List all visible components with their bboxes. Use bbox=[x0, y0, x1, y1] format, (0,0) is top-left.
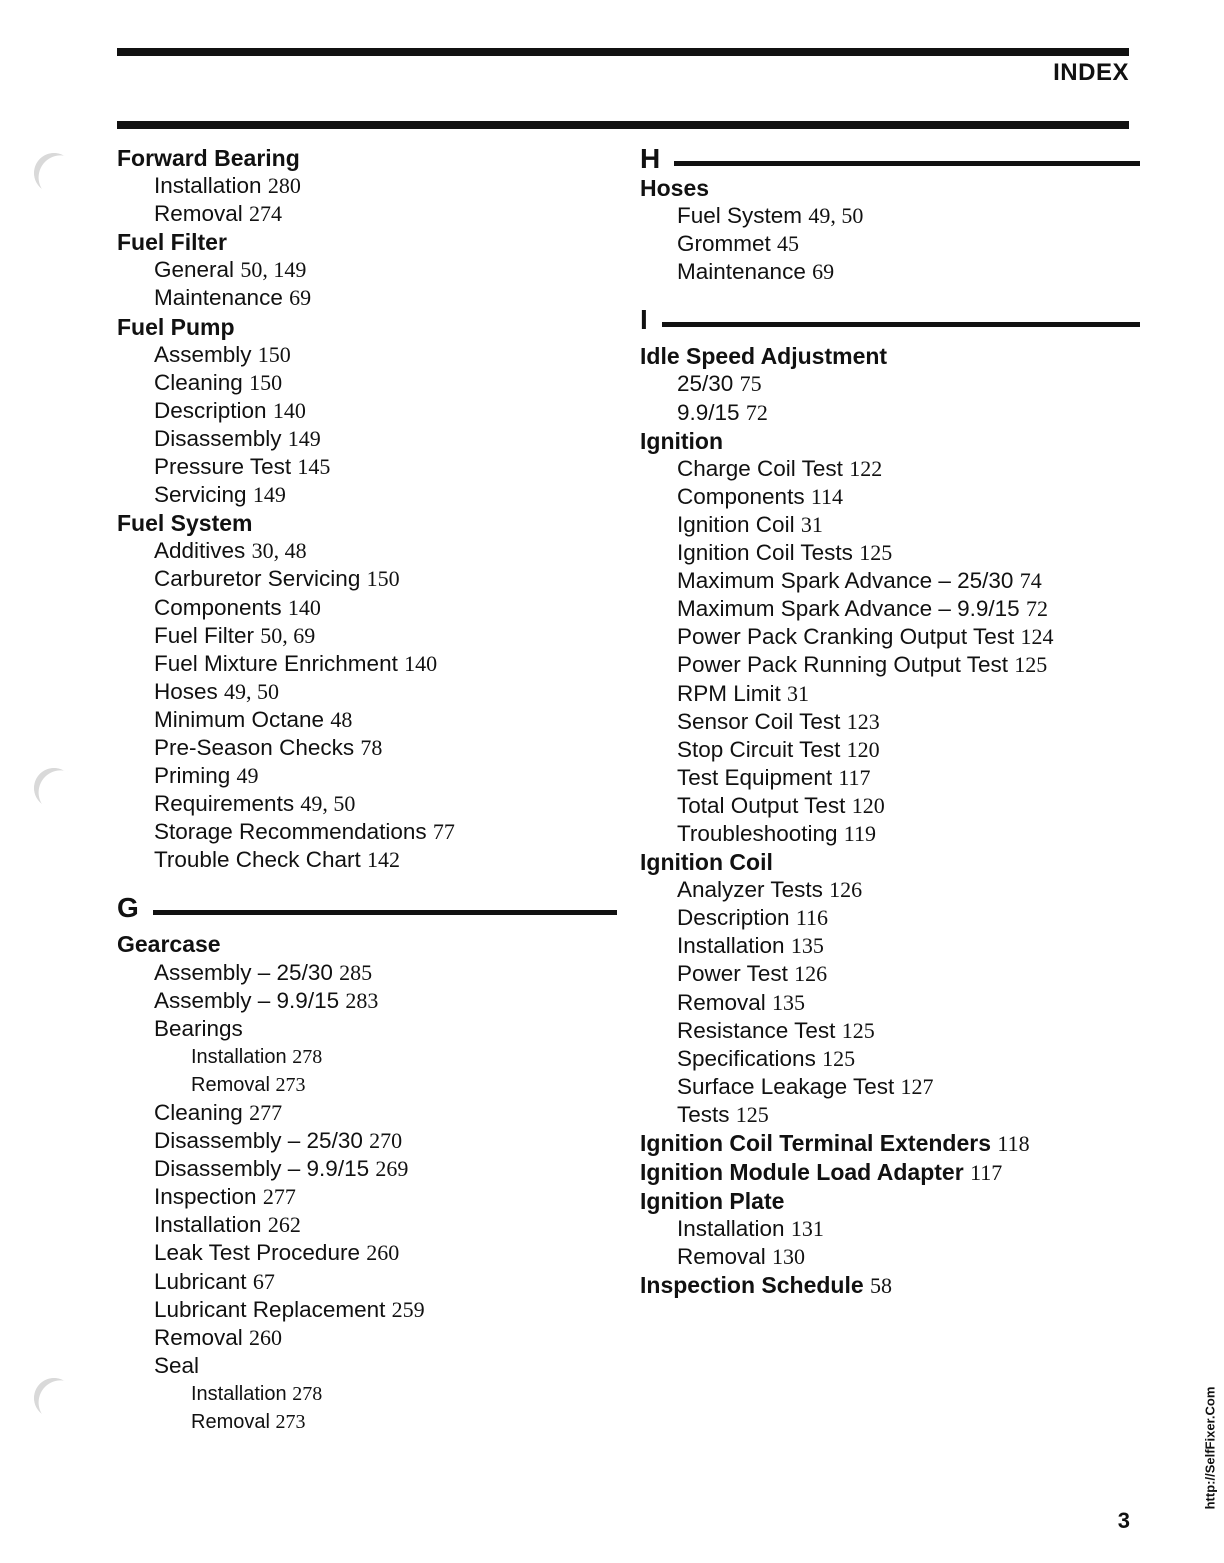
index-group bbox=[117, 1043, 617, 1099]
index-subentry bbox=[640, 202, 1140, 230]
entry-label: Stop Circuit Test bbox=[677, 736, 841, 762]
page-ref: 72 bbox=[745, 399, 768, 425]
entry-label: Installation bbox=[154, 173, 262, 199]
index-subentry bbox=[117, 1239, 617, 1267]
page-ref: 122 bbox=[849, 455, 883, 481]
entry-label: Removal bbox=[191, 1411, 270, 1434]
entry-label: Requirements bbox=[154, 791, 295, 817]
page-ref: 131 bbox=[790, 1216, 824, 1242]
entry-label: Cleaning bbox=[154, 1100, 243, 1125]
index-subentry bbox=[117, 1099, 617, 1127]
section-rule bbox=[674, 161, 1140, 166]
section-divider-i bbox=[640, 298, 1140, 342]
index-subentry bbox=[640, 1045, 1140, 1073]
entry-label: Maximum Spark Advance – 25/30 bbox=[677, 568, 1014, 594]
entry-label: Ignition Coil bbox=[677, 511, 795, 537]
page-ref: 145 bbox=[297, 454, 331, 480]
page-ref: 142 bbox=[367, 847, 401, 873]
entry-label: Disassembly bbox=[154, 425, 282, 451]
page-number: 3 bbox=[1117, 1508, 1130, 1533]
header-rule-bottom bbox=[117, 121, 1129, 129]
index-entry-ignition-coil: Ignition Coil bbox=[640, 849, 773, 876]
index-group bbox=[117, 341, 617, 510]
entry-label: General bbox=[154, 257, 235, 283]
index-group bbox=[117, 172, 617, 228]
page-ref: 277 bbox=[262, 1184, 296, 1210]
header-rule-top bbox=[117, 48, 1129, 56]
index-entry-ignition-plate: Ignition Plate bbox=[640, 1188, 785, 1215]
index-subentry bbox=[117, 678, 617, 706]
index-group bbox=[640, 455, 1140, 848]
index-subentry bbox=[640, 708, 1140, 736]
page-ref: 31 bbox=[800, 511, 823, 537]
page-ref: 114 bbox=[810, 483, 844, 509]
index-subentry bbox=[117, 1408, 617, 1436]
entry-label: Ignition Module Load Adapter bbox=[640, 1159, 964, 1186]
entry-label: Hoses bbox=[154, 678, 218, 704]
page-ref: 125 bbox=[859, 540, 893, 566]
index-subentry bbox=[640, 623, 1140, 651]
index-subentry bbox=[117, 622, 617, 650]
index-subentry bbox=[117, 1127, 617, 1155]
index-subentry bbox=[640, 680, 1140, 708]
index-subentry bbox=[640, 539, 1140, 567]
entry-label: Test Equipment bbox=[677, 764, 833, 790]
index-group bbox=[117, 256, 617, 312]
page-ref: 126 bbox=[829, 877, 863, 903]
page-ref: 119 bbox=[843, 820, 876, 846]
index-group bbox=[117, 1099, 617, 1352]
index-column-right bbox=[640, 144, 1140, 1301]
entry-label: Grommet bbox=[677, 231, 771, 257]
entry-label: Lubricant bbox=[154, 1268, 247, 1294]
entry-label: Troubleshooting bbox=[677, 820, 838, 846]
entry-label: RPM Limit bbox=[677, 680, 781, 706]
binder-hole-bottom bbox=[26, 1370, 82, 1426]
page-ref: 283 bbox=[345, 987, 379, 1013]
entry-label: Components bbox=[154, 594, 282, 620]
index-entry-ignition-module-load-adapter bbox=[640, 1158, 1140, 1187]
entry-label: Installation bbox=[191, 1045, 287, 1068]
page-ref: 72 bbox=[1025, 596, 1048, 622]
index-subentry bbox=[117, 565, 617, 593]
index-subentry bbox=[117, 1071, 617, 1099]
page-ref: 140 bbox=[404, 650, 438, 676]
index-subentry bbox=[640, 820, 1140, 848]
index-entry-idle-speed-adjustment: Idle Speed Adjustment bbox=[640, 343, 888, 370]
page-ref: 75 bbox=[739, 371, 762, 397]
page-ref: 125 bbox=[841, 1017, 875, 1043]
index-subentry-seal: Seal bbox=[154, 1352, 200, 1378]
index-group bbox=[640, 876, 1140, 1129]
page-ref: 120 bbox=[851, 792, 885, 818]
page-ref: 149 bbox=[287, 425, 321, 451]
page-ref: 117 bbox=[970, 1160, 1003, 1186]
page-ref: 69 bbox=[289, 285, 312, 311]
page-ref: 116 bbox=[795, 905, 828, 931]
page-ref: 126 bbox=[794, 961, 828, 987]
page-ref: 49, 50 bbox=[808, 203, 864, 229]
index-entry-gearcase: Gearcase bbox=[117, 931, 221, 958]
entry-label: Specifications bbox=[677, 1045, 816, 1071]
entry-label: Analyzer Tests bbox=[677, 877, 823, 903]
page-ref: 127 bbox=[900, 1073, 934, 1099]
binder-hole-top bbox=[26, 145, 82, 201]
page-ref: 278 bbox=[292, 1382, 323, 1405]
index-subentry bbox=[117, 846, 617, 874]
entry-label: Inspection Schedule bbox=[640, 1272, 864, 1299]
entry-label: Cleaning bbox=[154, 369, 243, 395]
page-ref: 149 bbox=[252, 482, 286, 508]
section-letter: H bbox=[640, 142, 661, 174]
entry-label: Removal bbox=[154, 201, 243, 227]
page-ref: 135 bbox=[790, 933, 824, 959]
index-entry-forward-bearing: Forward Bearing bbox=[117, 145, 300, 171]
entry-label: Components bbox=[677, 483, 805, 509]
index-subentry bbox=[117, 594, 617, 622]
index-subentry bbox=[640, 511, 1140, 539]
index-subentry bbox=[640, 567, 1140, 595]
entry-label: Charge Coil Test bbox=[677, 455, 843, 481]
page-ref: 270 bbox=[369, 1128, 403, 1154]
page-ref: 49, 50 bbox=[224, 678, 280, 704]
index-subentry bbox=[640, 455, 1140, 483]
entry-label: Priming bbox=[154, 763, 231, 789]
page-ref: 260 bbox=[366, 1240, 400, 1266]
index-group bbox=[117, 959, 617, 1015]
index-subentry bbox=[117, 790, 617, 818]
entry-label: Inspection bbox=[154, 1184, 257, 1210]
page-ref: 77 bbox=[432, 819, 455, 845]
page-ref: 125 bbox=[822, 1045, 856, 1071]
entry-label: Installation bbox=[154, 1212, 262, 1238]
index-subentry bbox=[640, 370, 1140, 398]
entry-label: Fuel System bbox=[677, 203, 803, 229]
entry-label: Carburetor Servicing bbox=[154, 566, 361, 592]
entry-label: Servicing bbox=[154, 482, 247, 508]
entry-label: Resistance Test bbox=[677, 1017, 836, 1043]
page-ref: 118 bbox=[997, 1131, 1030, 1156]
entry-label: Power Pack Running Output Test bbox=[677, 652, 1009, 678]
index-subentry bbox=[117, 987, 617, 1015]
page-ref: 50, 69 bbox=[260, 622, 316, 648]
index-subentry bbox=[640, 1017, 1140, 1045]
index-subentry bbox=[117, 200, 617, 228]
index-subentry bbox=[117, 453, 617, 481]
index-subentry bbox=[640, 595, 1140, 623]
entry-label: Description bbox=[677, 905, 790, 931]
index-group bbox=[640, 1215, 1140, 1271]
section-divider-h bbox=[640, 144, 1140, 174]
entry-label: Installation bbox=[191, 1382, 287, 1405]
page-ref: 67 bbox=[252, 1268, 275, 1294]
page-ref: 48 bbox=[330, 706, 353, 732]
index-subentry bbox=[117, 1296, 617, 1324]
page-ref: 120 bbox=[846, 736, 880, 762]
page-ref: 58 bbox=[870, 1273, 893, 1299]
index-subentry bbox=[117, 1183, 617, 1211]
page-ref: 125 bbox=[735, 1101, 769, 1127]
section-rule bbox=[153, 910, 617, 915]
entry-label: Leak Test Procedure bbox=[154, 1240, 360, 1266]
page-ref: 274 bbox=[249, 201, 283, 227]
page-ref: 31 bbox=[787, 680, 810, 706]
entry-label: Maximum Spark Advance – 9.9/15 bbox=[677, 596, 1020, 622]
page-ref: 259 bbox=[391, 1296, 425, 1322]
entry-label: Surface Leakage Test bbox=[677, 1073, 895, 1099]
index-group bbox=[117, 537, 617, 874]
index-subentry bbox=[117, 537, 617, 565]
entry-label: Assembly – 25/30 bbox=[154, 959, 333, 985]
entry-label: Removal bbox=[191, 1073, 270, 1096]
index-subentry bbox=[640, 1215, 1140, 1243]
index-subentry bbox=[640, 736, 1140, 764]
index-subentry-bearings: Bearings bbox=[154, 1015, 243, 1041]
entry-label: Tests bbox=[677, 1101, 730, 1127]
index-subentry bbox=[117, 762, 617, 790]
entry-label: Maintenance bbox=[677, 259, 806, 285]
entry-label: 25/30 bbox=[677, 371, 734, 397]
page-ref: 150 bbox=[249, 369, 283, 395]
page-ref: 49 bbox=[236, 763, 259, 789]
page-ref: 50, 149 bbox=[240, 257, 307, 283]
entry-label: Disassembly – 25/30 bbox=[154, 1128, 363, 1154]
index-column-left bbox=[117, 144, 617, 1436]
index-subentry bbox=[117, 172, 617, 200]
entry-label: Fuel Mixture Enrichment bbox=[154, 650, 398, 676]
entry-label: Description bbox=[154, 397, 267, 423]
page-ref: 78 bbox=[360, 734, 383, 760]
index-entry-ignition: Ignition bbox=[640, 427, 724, 454]
index-subentry bbox=[640, 483, 1140, 511]
index-entry-inspection-schedule bbox=[640, 1271, 1140, 1300]
index-entry-hoses: Hoses bbox=[640, 175, 710, 201]
index-subentry bbox=[117, 1324, 617, 1352]
index-subentry bbox=[640, 792, 1140, 820]
index-subentry bbox=[640, 230, 1140, 258]
page-ref: 269 bbox=[375, 1156, 409, 1182]
index-group bbox=[640, 202, 1140, 286]
entry-label: Removal bbox=[677, 989, 766, 1015]
index-subentry bbox=[640, 1101, 1140, 1129]
page-ref: 150 bbox=[257, 341, 291, 367]
index-subentry bbox=[640, 1073, 1140, 1101]
page-ref: 130 bbox=[772, 1244, 806, 1270]
page-ref: 260 bbox=[249, 1324, 283, 1350]
entry-label: Ignition Coil Tests bbox=[677, 540, 853, 566]
entry-label: Storage Recommendations bbox=[154, 819, 427, 845]
index-subentry bbox=[640, 651, 1140, 679]
page-ref: 74 bbox=[1019, 568, 1042, 594]
index-subentry bbox=[117, 369, 617, 397]
index-subentry bbox=[640, 876, 1140, 904]
entry-label: Sensor Coil Test bbox=[677, 708, 841, 734]
index-subentry bbox=[640, 764, 1140, 792]
entry-label: Minimum Octane bbox=[154, 706, 325, 732]
index-entry-fuel-filter: Fuel Filter bbox=[117, 229, 227, 256]
entry-label: Disassembly – 9.9/15 bbox=[154, 1156, 370, 1182]
watermark-url: http://SelfFixer.Com bbox=[1202, 1386, 1218, 1510]
index-subentry bbox=[640, 399, 1140, 427]
page-ref: 123 bbox=[846, 708, 880, 734]
index-subentry bbox=[117, 397, 617, 425]
entry-label: Ignition Coil Terminal Extenders bbox=[640, 1130, 992, 1156]
entry-label: Installation bbox=[677, 933, 785, 959]
entry-label: 9.9/15 bbox=[677, 399, 740, 425]
entry-label: Assembly – 9.9/15 bbox=[154, 987, 340, 1013]
index-subentry bbox=[117, 818, 617, 846]
entry-label: Fuel Filter bbox=[154, 622, 255, 648]
page-ref: 117 bbox=[838, 764, 871, 790]
section-letter: I bbox=[640, 304, 648, 336]
page-ref: 262 bbox=[267, 1212, 301, 1238]
entry-label: Trouble Check Chart bbox=[154, 847, 361, 873]
index-subentry bbox=[640, 932, 1140, 960]
index-subentry bbox=[117, 481, 617, 509]
index-subentry bbox=[640, 989, 1140, 1017]
index-group bbox=[117, 1380, 617, 1436]
index-subentry bbox=[117, 425, 617, 453]
index-entry-fuel-system: Fuel System bbox=[117, 510, 253, 537]
page-ref: 30, 48 bbox=[251, 538, 307, 564]
index-subentry bbox=[117, 706, 617, 734]
page-ref: 280 bbox=[267, 173, 301, 199]
index-subentry bbox=[117, 341, 617, 369]
page-ref: 45 bbox=[777, 231, 800, 257]
index-entry-ignition-coil-terminal-extenders bbox=[640, 1129, 1140, 1158]
entry-label: Power Pack Cranking Output Test bbox=[677, 624, 1015, 650]
page-ref: 278 bbox=[292, 1045, 323, 1068]
page-ref: 273 bbox=[275, 1411, 306, 1434]
index-subentry bbox=[117, 256, 617, 284]
index-subentry bbox=[117, 1043, 617, 1071]
index-entry-fuel-pump: Fuel Pump bbox=[117, 313, 235, 340]
entry-label: Assembly bbox=[154, 341, 252, 367]
page-ref: 150 bbox=[366, 566, 400, 592]
entry-label: Maintenance bbox=[154, 285, 283, 311]
entry-label: Installation bbox=[677, 1216, 785, 1242]
page-ref: 69 bbox=[812, 259, 835, 285]
section-divider-g bbox=[117, 886, 617, 930]
entry-label: Additives bbox=[154, 538, 246, 564]
entry-label: Lubricant Replacement bbox=[154, 1296, 386, 1322]
page-ref: 140 bbox=[272, 397, 306, 423]
page-ref: 140 bbox=[287, 594, 321, 620]
page-ref: 125 bbox=[1014, 652, 1048, 678]
index-subentry bbox=[117, 284, 617, 312]
entry-label: Removal bbox=[154, 1324, 243, 1350]
index-subentry bbox=[117, 1268, 617, 1296]
index-subentry bbox=[640, 258, 1140, 286]
index-subentry bbox=[117, 734, 617, 762]
index-subentry bbox=[117, 1211, 617, 1239]
page-title: INDEX bbox=[1053, 59, 1129, 86]
section-rule bbox=[662, 322, 1140, 327]
section-letter: G bbox=[117, 892, 139, 924]
page-ref: 285 bbox=[339, 959, 373, 985]
page-ref: 49, 50 bbox=[300, 791, 356, 817]
binder-hole-middle bbox=[26, 760, 82, 816]
entry-label: Total Output Test bbox=[677, 792, 846, 818]
index-subentry bbox=[640, 1243, 1140, 1271]
entry-label: Removal bbox=[677, 1244, 766, 1270]
page-ref: 273 bbox=[275, 1073, 306, 1096]
page-ref: 277 bbox=[249, 1100, 283, 1125]
index-subentry bbox=[117, 1155, 617, 1183]
index-subentry bbox=[117, 650, 617, 678]
entry-label: Power Test bbox=[677, 961, 788, 987]
index-subentry bbox=[640, 960, 1140, 988]
index-subentry bbox=[117, 1380, 617, 1408]
index-group bbox=[640, 370, 1140, 426]
page-ref: 124 bbox=[1020, 624, 1054, 650]
entry-label: Pre-Season Checks bbox=[154, 734, 355, 760]
index-subentry bbox=[117, 959, 617, 987]
page-ref: 135 bbox=[772, 989, 806, 1015]
index-subentry bbox=[640, 904, 1140, 932]
entry-label: Pressure Test bbox=[154, 454, 292, 480]
